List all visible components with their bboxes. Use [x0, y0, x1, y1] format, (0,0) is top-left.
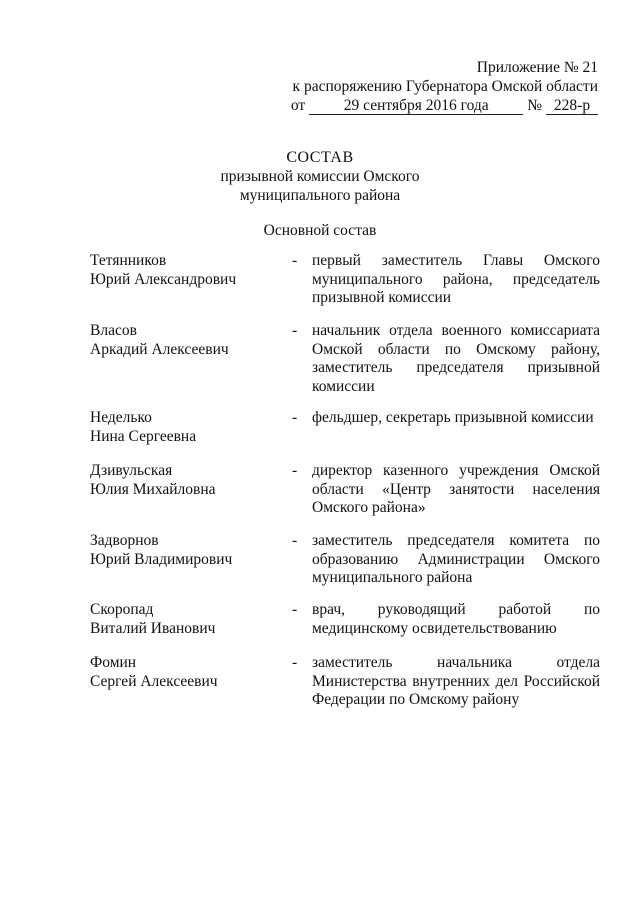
member-dash: -	[292, 601, 298, 618]
member-dash: -	[292, 462, 298, 479]
member-surname: Фомин	[90, 654, 137, 671]
document-title	[0, 148, 640, 205]
section-heading: Основной состав	[263, 222, 377, 239]
member-row	[90, 252, 600, 308]
member-dash: -	[292, 322, 298, 339]
member-name	[90, 252, 292, 308]
member-name	[90, 601, 292, 638]
order-reference: к распоряжению Губернатора Омской области	[292, 78, 598, 95]
member-given-name: Юрий Владимирович	[90, 550, 233, 568]
member-role: фельдшер, секретарь призывной комиссии	[312, 409, 594, 426]
member-surname: Власов	[90, 322, 137, 339]
member-dash: -	[292, 252, 298, 269]
appendix-number: Приложение № 21	[476, 59, 598, 76]
document-header	[278, 58, 598, 115]
member-row	[90, 601, 600, 638]
member-surname: Тетянников	[90, 252, 167, 269]
member-surname: Задворнов	[90, 532, 159, 549]
title-line-1: призывной комиссии Омского	[220, 168, 420, 185]
order-date: 29 сентября 2016 года	[309, 98, 523, 115]
member-name	[90, 654, 292, 710]
member-given-name: Аркадий Алексеевич	[90, 340, 229, 358]
member-name	[90, 532, 292, 588]
member-surname: Неделько	[90, 409, 152, 426]
member-row	[90, 462, 600, 518]
order-date-line	[278, 96, 598, 115]
member-row	[90, 322, 600, 396]
member-role: заместитель начальника отдела Министерства внутренних дел Российской Федерации по Омскому району	[312, 654, 600, 708]
member-given-name: Нина Сергеевна	[90, 427, 197, 445]
member-role: врач, руководящий работой по медицинскому освидетельствованию	[312, 601, 600, 637]
member-role: первый заместитель Главы Омского муниципального района, председатель призывной комиссии	[312, 252, 600, 306]
member-given-name: Юрий Александрович	[90, 270, 237, 288]
member-role: заместитель председателя комитета по образованию Администрации Омского муниципального района	[312, 532, 600, 586]
member-role: начальник отдела военного комиссариата Омской области по Омскому району, заместитель председателя призывной комиссии	[312, 322, 600, 395]
member-name	[90, 409, 292, 446]
member-given-name: Юлия Михайловна	[90, 480, 216, 498]
member-given-name: Виталий Иванович	[90, 619, 216, 637]
member-surname: Скоропад	[90, 601, 154, 618]
order-number: 228-р	[546, 98, 598, 115]
from-label: от	[290, 97, 306, 114]
title-heading: СОСТАВ	[286, 149, 354, 166]
member-row	[90, 409, 600, 446]
member-role: директор казенного учреждения Омской области «Центр занятости населения Омского района»	[312, 462, 600, 516]
member-dash: -	[292, 532, 298, 549]
member-name	[90, 462, 292, 518]
member-dash: -	[292, 409, 298, 426]
member-row	[90, 532, 600, 588]
title-line-2: муниципального района	[239, 187, 401, 204]
member-row	[90, 654, 600, 710]
member-name	[90, 322, 292, 396]
member-dash: -	[292, 654, 298, 671]
number-label: №	[527, 97, 542, 114]
member-given-name: Сергей Алексеевич	[90, 672, 218, 690]
member-surname: Дзивульская	[90, 462, 173, 479]
